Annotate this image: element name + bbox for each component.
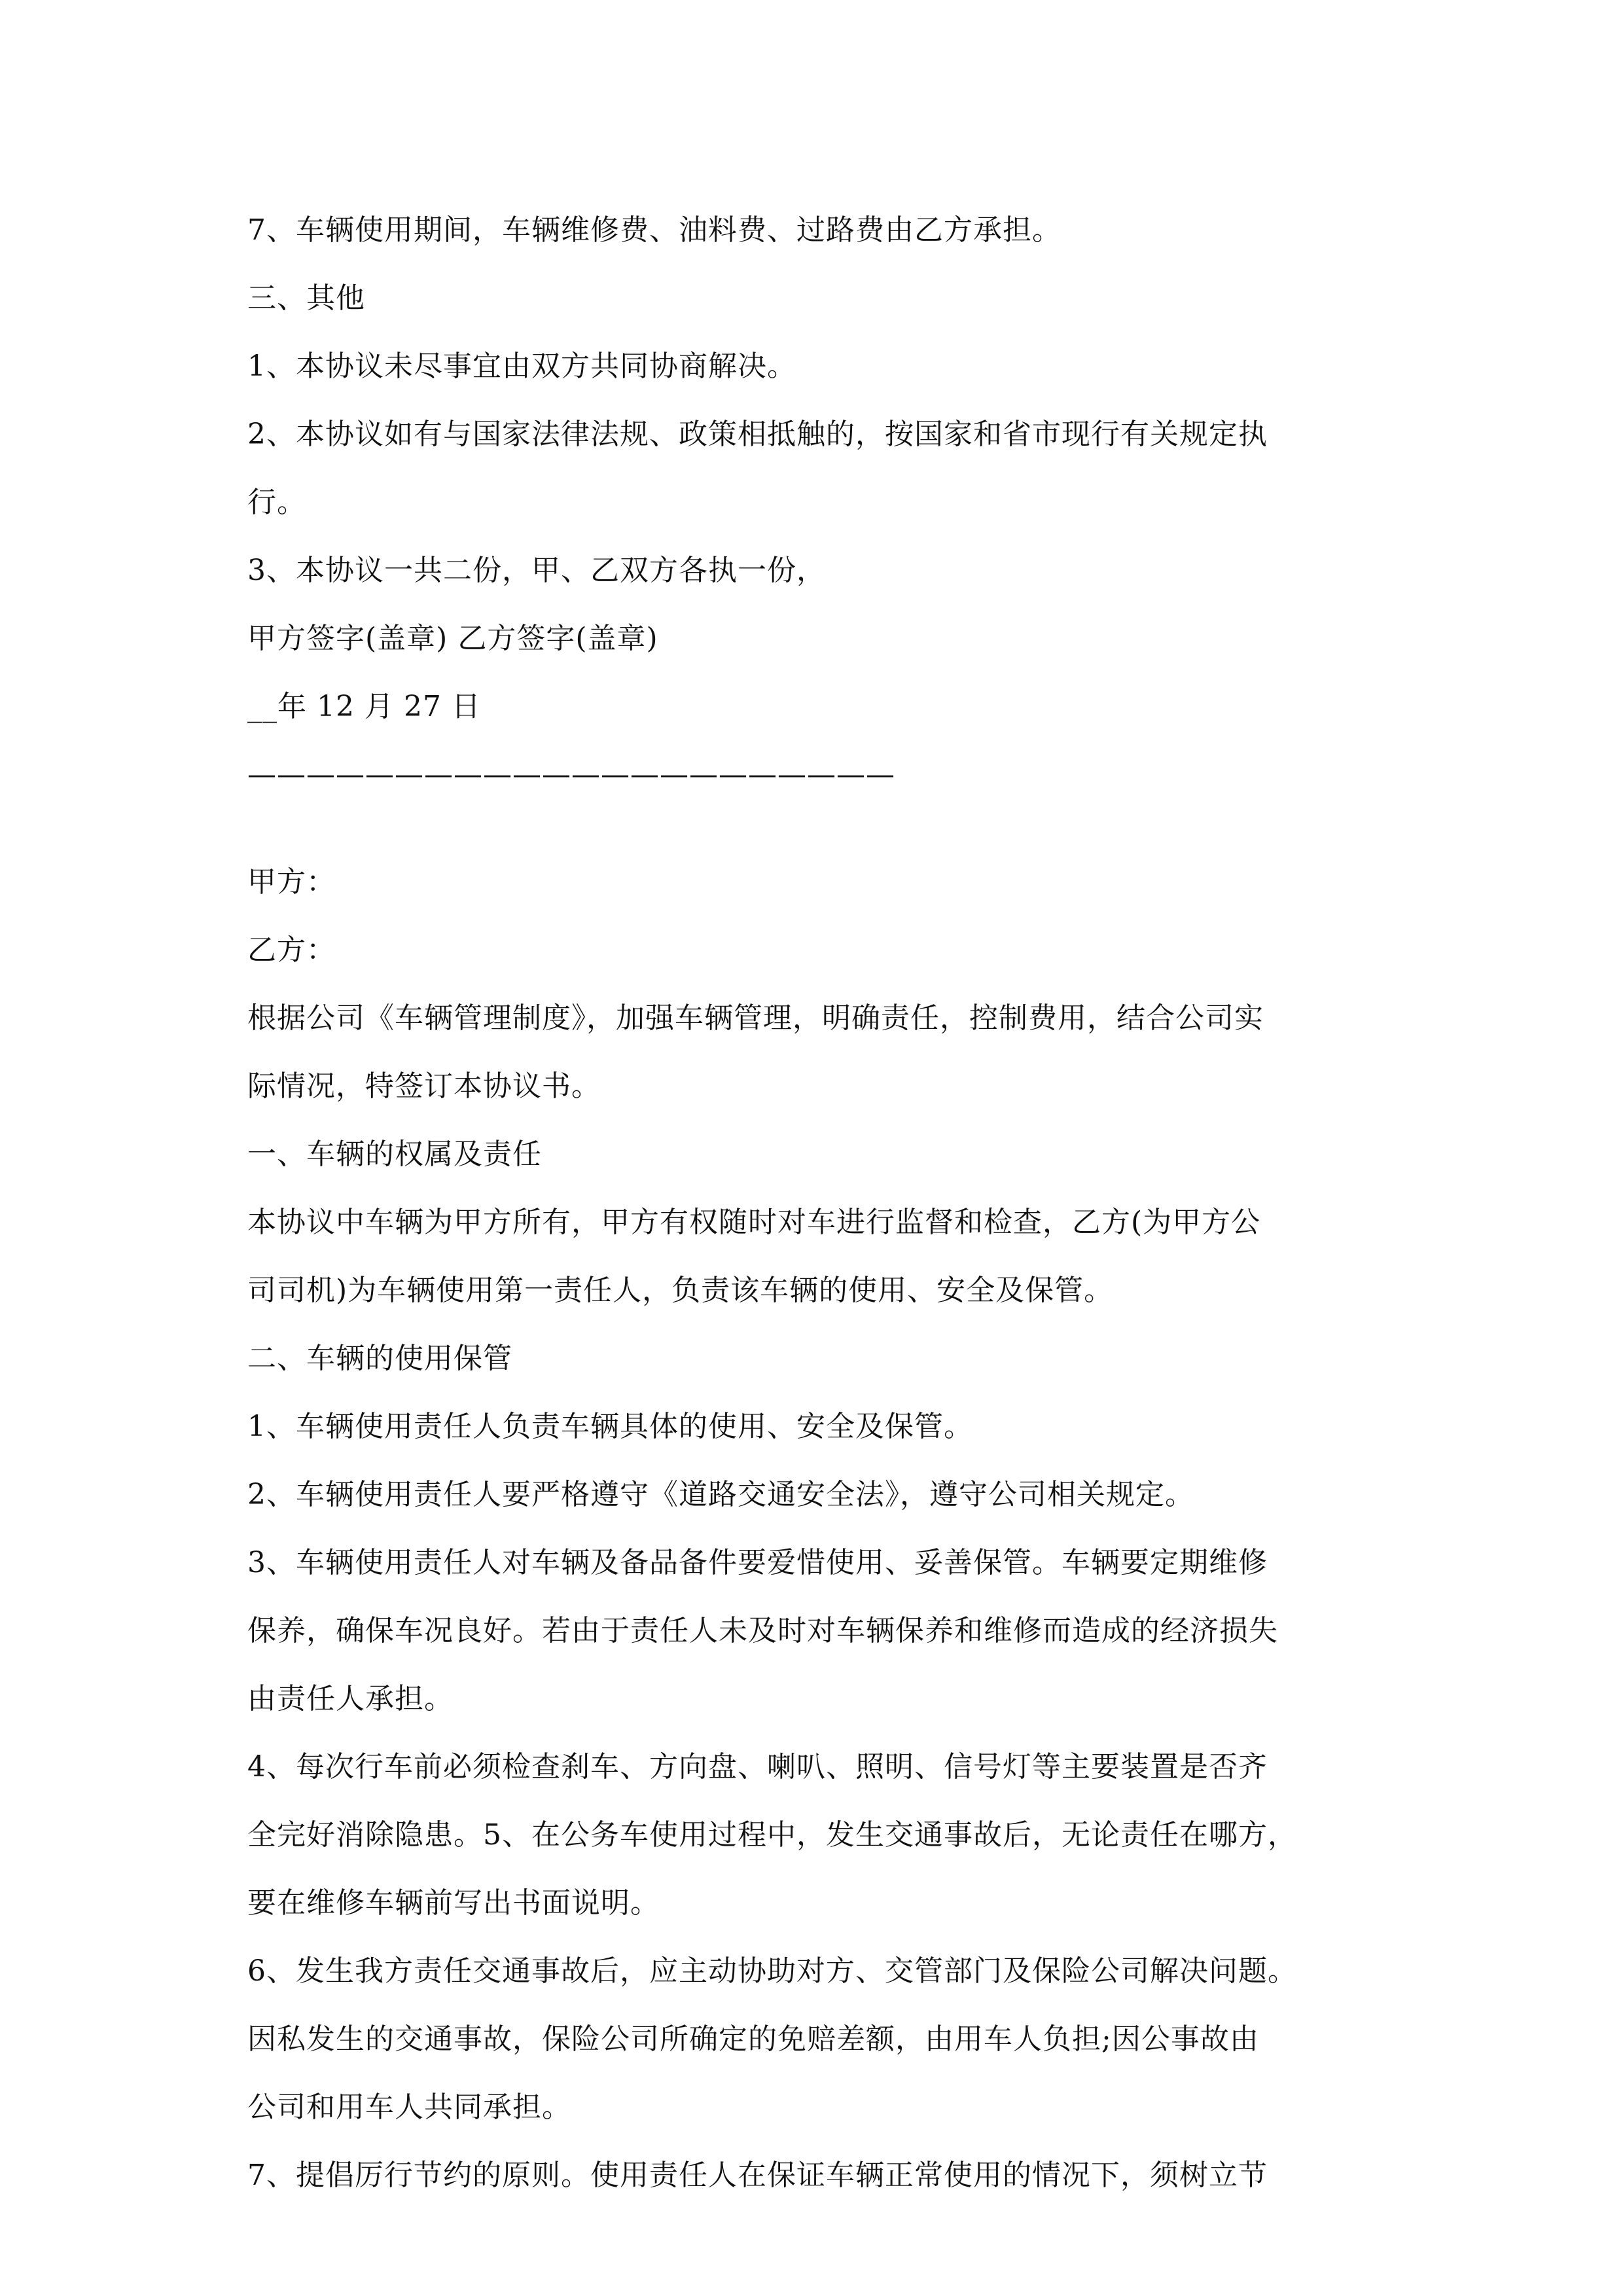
other-clause-1: 1、本协议未尽事宜由双方共同协商解决。 (247, 350, 796, 383)
usage-clause-1: 1、车辆使用责任人负责车辆具体的使用、安全及保管。 (247, 1410, 973, 1443)
section-1-heading: 一、车辆的权属及责任 (247, 1138, 542, 1171)
section-2-heading: 二、车辆的使用保管 (247, 1342, 512, 1375)
usage-clause-3-line-1: 3、车辆使用责任人对车辆及备品备件要爱惜使用、妥善保管。车辆要定期维修 (247, 1546, 1268, 1579)
spacer (247, 809, 1386, 848)
usage-clause-2: 2、车辆使用责任人要严格遵守《道路交通安全法》，遵守公司相关规定。 (247, 1478, 1194, 1511)
signature-line: 甲方签字(盖章) 乙方签字(盖章) (247, 622, 658, 655)
party-a-label: 甲方： (247, 865, 336, 899)
ownership-line-2: 司司机)为车辆使用第一责任人，负责该车辆的使用、安全及保管。 (247, 1274, 1114, 1307)
section-3-heading: 三、其他 (247, 281, 365, 315)
preamble-line-2: 际情况，特签订本协议书。 (247, 1069, 601, 1103)
usage-clause-5-line-2: 要在维修车辆前写出书面说明。 (247, 1886, 660, 1920)
usage-clause-7-line-1: 7、提倡厉行节约的原则。使用责任人在保证车辆正常使用的情况下，须树立节 (247, 2159, 1268, 2192)
usage-clause-6-line-3: 公司和用车人共同承担。 (247, 2090, 571, 2124)
usage-clause-6-line-1: 6、发生我方责任交通事故后，应主动协助对方、交管部门及保险公司解决问题。 (247, 1954, 1297, 1988)
clause-7-expenses: 7、车辆使用期间，车辆维修费、油料费、过路费由乙方承担。 (247, 213, 1061, 247)
usage-clause-3-line-3: 由责任人承担。 (247, 1682, 454, 1715)
usage-clause-3-line-2: 保养，确保车况良好。若由于责任人未及时对车辆保养和维修而造成的经济损失 (247, 1614, 1278, 1647)
ownership-line-1: 本协议中车辆为甲方所有，甲方有权随时对车进行监督和检查，乙方(为甲方公 (247, 1206, 1261, 1239)
date-line: __年 12 月 27 日 (247, 690, 481, 723)
usage-clause-4-line-1: 4、每次行车前必须检查刹车、方向盘、喇叭、照明、信号灯等主要装置是否齐 (247, 1750, 1268, 1784)
party-b-label: 乙方： (247, 933, 336, 967)
separator-line: —————————————————————— (247, 758, 895, 791)
usage-clause-6-line-2: 因私发生的交通事故，保险公司所确定的免赔差额，由用车人负担;因公事故由 (247, 2022, 1259, 2056)
other-clause-2: 2、本协议如有与国家法律法规、政策相抵触的，按国家和省市现行有关规定执 (247, 418, 1268, 451)
other-clause-3: 3、本协议一共二份，甲、乙双方各执一份， (247, 554, 826, 587)
usage-clause-4-line-2: 全完好消除隐患。5、在公务车使用过程中，发生交通事故后，无论责任在哪方， (247, 1818, 1297, 1852)
other-clause-2-cont: 行。 (247, 486, 306, 519)
document-page (247, 196, 1386, 2210)
preamble-line-1: 根据公司《车辆管理制度》，加强车辆管理，明确责任，控制费用，结合公司实 (247, 1001, 1264, 1035)
